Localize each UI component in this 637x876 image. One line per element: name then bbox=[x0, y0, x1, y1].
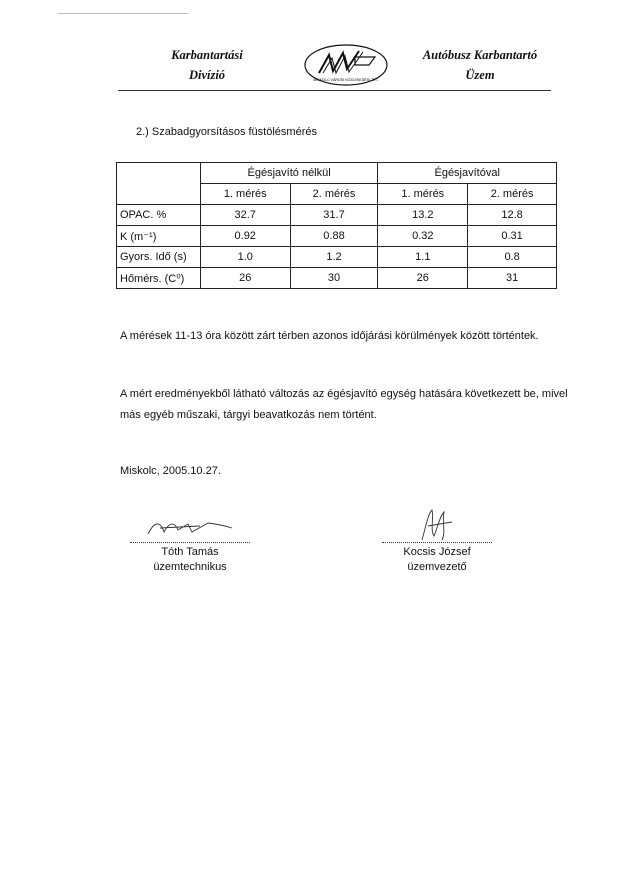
table-cell: 31.7 bbox=[290, 205, 378, 226]
header-rule bbox=[118, 90, 551, 91]
table-cell: 26 bbox=[378, 268, 468, 289]
table-cell: 1.1 bbox=[378, 247, 468, 268]
header-plant-line2: Üzem bbox=[465, 68, 495, 82]
table-row bbox=[117, 247, 557, 268]
header-division-line2: Divízió bbox=[188, 68, 226, 82]
sub-header: 1. mérés bbox=[200, 184, 290, 205]
table-cell: 12.8 bbox=[468, 205, 557, 226]
table-group-header-row bbox=[117, 163, 557, 184]
date-line: Miskolc, 2005.10.27. bbox=[120, 465, 221, 477]
table-cell: 30 bbox=[290, 268, 378, 289]
table-cell: 1.0 bbox=[200, 247, 290, 268]
table-cell: 13.2 bbox=[378, 205, 468, 226]
table-cell: 26 bbox=[200, 268, 290, 289]
group-header-without: Égésjavító nélkül bbox=[200, 163, 378, 184]
signer-name: Tóth Tamás bbox=[161, 546, 219, 558]
paragraph-conditions: A mérések 11-13 óra között zárt térben azonos időjárási körülmények között történtek. bbox=[120, 330, 539, 342]
sub-header: 1. mérés bbox=[378, 184, 468, 205]
signer-name: Kocsis József bbox=[403, 546, 471, 558]
signature-line bbox=[130, 514, 250, 543]
row-label: Gyors. Idő (s) bbox=[117, 247, 201, 268]
signature-line bbox=[382, 506, 492, 543]
company-logo bbox=[303, 43, 389, 89]
header-division bbox=[152, 45, 262, 85]
table-row bbox=[117, 226, 557, 247]
section-title: 2.) Szabadgyorsításos füstölésmérés bbox=[136, 126, 317, 138]
signature-block-right bbox=[382, 506, 492, 575]
paragraph-conclusion: A mért eredményekből látható változás az égésjavító egység hatására következett be, mivel más egyéb műszaki, tárgyi beavatkozás nem történt. bbox=[120, 388, 568, 421]
table-cell: 1.2 bbox=[290, 247, 378, 268]
row-label: Hőmérs. (C⁰) bbox=[117, 268, 201, 289]
table-row bbox=[117, 205, 557, 226]
sub-header: 2. mérés bbox=[290, 184, 378, 205]
row-label: K (m⁻¹) bbox=[117, 226, 201, 247]
signer-title: üzemvezető bbox=[407, 561, 467, 573]
measurement-table bbox=[116, 162, 557, 289]
table-cell: 0.88 bbox=[290, 226, 378, 247]
table-row bbox=[117, 268, 557, 289]
logo-caption: MISKOLC VÁROSI KÖZLEKEDÉSI ZRT. bbox=[313, 78, 379, 82]
signer-title: üzemtechnikus bbox=[153, 561, 227, 573]
row-label: OPAC. % bbox=[117, 205, 201, 226]
handwritten-signature-icon bbox=[382, 506, 492, 542]
header-plant bbox=[400, 45, 560, 85]
table-cell: 0.32 bbox=[378, 226, 468, 247]
table-cell: 0.92 bbox=[200, 226, 290, 247]
handwritten-signature-icon bbox=[130, 514, 250, 542]
table-cell: 32.7 bbox=[200, 205, 290, 226]
scan-artifact-line bbox=[58, 13, 188, 14]
table-cell: 0.31 bbox=[468, 226, 557, 247]
table-cell: 0.8 bbox=[468, 247, 557, 268]
sub-header: 2. mérés bbox=[468, 184, 557, 205]
signature-block-left bbox=[130, 514, 250, 575]
table-cell: 31 bbox=[468, 268, 557, 289]
group-header-with: Égésjavítóval bbox=[378, 163, 557, 184]
header-plant-line1: Autóbusz Karbantartó bbox=[422, 48, 538, 62]
table-corner-cell bbox=[117, 163, 201, 205]
header-division-line1: Karbantartási bbox=[171, 48, 243, 62]
